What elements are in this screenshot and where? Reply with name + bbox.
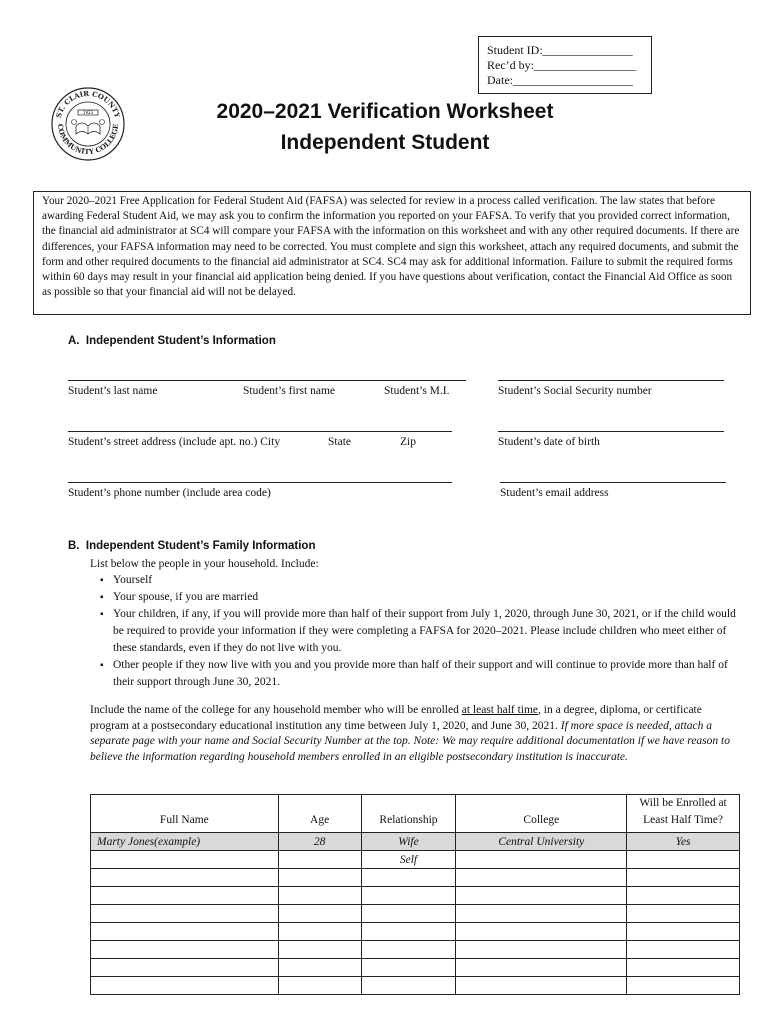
email-line[interactable] [500, 482, 726, 483]
dob-label: Student’s date of birth [498, 436, 600, 448]
section-a-heading: A. Independent Student’s Information [68, 335, 276, 347]
household-bullet-list [100, 572, 740, 691]
page-subtitle: Independent Student [280, 131, 490, 154]
name-line[interactable] [68, 380, 466, 381]
date-field[interactable]: Date:____________________ [487, 73, 633, 87]
table-row[interactable] [91, 941, 740, 959]
phone-line[interactable] [68, 482, 452, 483]
ssn-label: Student’s Social Security number [498, 385, 652, 397]
last-name-label: Student’s last name [68, 385, 158, 397]
intro-box [33, 191, 751, 315]
list-item: ▪ Yourself [100, 572, 740, 589]
state-label: State [328, 436, 351, 448]
enrollment-instructions: Include the name of the college for any household member who will be enrolled at least half time, in a degree, diploma, or certificate program at a postsecondary educational institution any time between July 1, 2020, and June 30, 2021. If more space is needed, attach a separate page with your name and Social Security Number at the top. Note: We may require additional documentation if we have reason to believe the information regarding household members enrolled in an eligible postsecondary institution is inaccurate. [90, 704, 730, 763]
zip-label: Zip [400, 436, 416, 448]
page-title: 2020–2021 Verification Worksheet [216, 100, 554, 123]
phone-label: Student’s phone number (include area code) [68, 487, 271, 499]
list-item: ▪ Other people if they now live with you and you provide more than half of their support and will continue to provide more than half of their support through June 30, 2021. [100, 657, 740, 691]
seal-text-bottom: COMMUNITY COLLEGE [55, 123, 121, 157]
list-item: ▪ Your children, if any, if you will provide more than half of their support from July 1, 2020, through June 30, 2021, or if the child would be required to provide your information if they were completing a FAFSA for 2020–2021. Please include children who meet either of these standards, even if they do not live with you. [100, 606, 740, 657]
space-note: If more space is needed, attach a separate page with your name and Social Security Number at the top. Note: We may require additional documentation if we have reason to believe the information regarding household members enrolled in an eligible postsecondary institution is inaccurate. [90, 719, 730, 763]
example-relationship: Wife [361, 833, 456, 851]
example-enrolled: Yes [627, 833, 740, 851]
email-label: Student’s email address [500, 487, 609, 499]
list-item: ▪ Your spouse, if you are married [100, 589, 740, 606]
example-age: 28 [278, 833, 361, 851]
table-row[interactable] [91, 887, 740, 905]
intro-text: Your 2020–2021 Free Application for Federal Student Aid (FAFSA) was selected for review in a process called verification. The law states that before awarding Federal Student Aid, we may ask you to confirm the information you reported on your FAFSA. To verify that you provided correct information, the financial aid administrator at SC4 will compare your FAFSA with the information on this worksheet and with any other required documents. If there are differences, your FAFSA information may need to be corrected. You must complete and sign this worksheet, attach any required documents, and submit the form and other required documents to the financial aid administrator at SC4. SC4 may ask for additional information. Failure to submit the required forms within 60 days may result in your financial aid application being denied. If you have questions about verification, contact the Financial Aid Office as soon as possible so that your financial aid will not be delayed. [42, 195, 740, 299]
col-header-age: Age [278, 795, 361, 833]
table-cell[interactable] [627, 851, 740, 869]
example-college: Central University [456, 833, 627, 851]
student-id-field[interactable]: Student ID:_______________ [487, 43, 633, 57]
recd-by-field[interactable]: Rec’d by:_________________ [487, 58, 636, 72]
dob-line[interactable] [498, 431, 724, 432]
table-row[interactable] [91, 869, 740, 887]
table-cell[interactable] [456, 851, 627, 869]
col-header-college: College [456, 795, 627, 833]
table-row[interactable] [91, 923, 740, 941]
example-row [91, 833, 740, 851]
col-header-enrolled: Will be Enrolled at Least Half Time? [627, 795, 740, 833]
table-row[interactable] [91, 905, 740, 923]
table-row[interactable] [91, 977, 740, 995]
household-list-intro: List below the people in your household. Include: [90, 558, 319, 570]
mi-label: Student’s M.I. [384, 385, 450, 397]
col-header-name: Full Name [91, 795, 279, 833]
household-table [90, 794, 740, 995]
seal-year: 1923 [82, 110, 94, 115]
half-time-underline: at least half time [461, 704, 539, 716]
table-cell[interactable] [91, 851, 279, 869]
street-label: Student’s street address (include apt. no.) City [68, 436, 281, 448]
example-name: Marty Jones(example) [91, 833, 279, 851]
office-use-box [478, 36, 652, 94]
table-cell[interactable] [278, 851, 361, 869]
ssn-line[interactable] [498, 380, 724, 381]
seal-text-top: ST. CLAIR COUNTY [53, 88, 123, 119]
self-relationship-cell: Self [361, 851, 456, 869]
table-row[interactable] [91, 851, 740, 869]
table-row[interactable] [91, 959, 740, 977]
first-name-label: Student’s first name [243, 385, 335, 397]
section-b-heading: B. Independent Student’s Family Information [68, 540, 316, 552]
col-header-relationship: Relationship [361, 795, 456, 833]
address-line[interactable] [68, 431, 452, 432]
